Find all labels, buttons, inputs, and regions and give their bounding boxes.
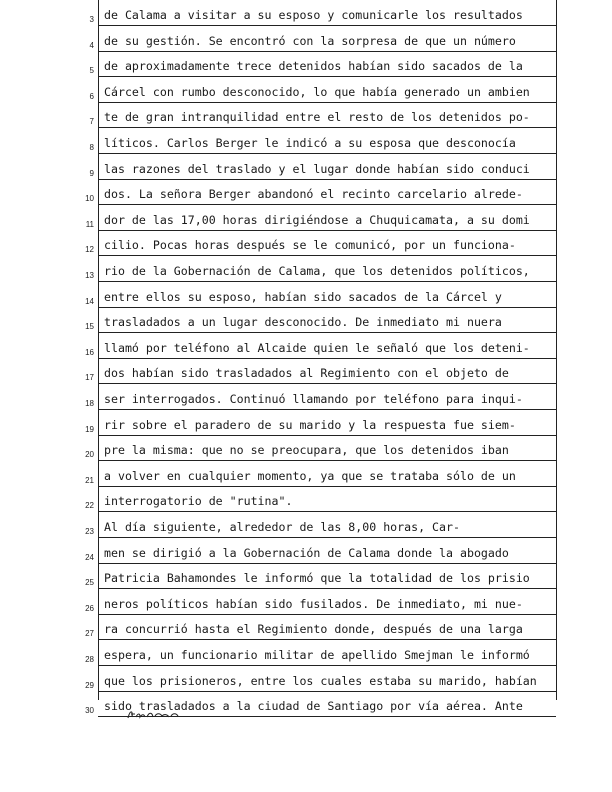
line-number: 14 — [85, 296, 94, 306]
line-number: 20 — [85, 450, 94, 460]
line-number: 27 — [85, 629, 94, 639]
line-number: 30 — [85, 706, 94, 716]
line-number: 25 — [85, 578, 94, 588]
line-text: sido trasladados a la ciudad de Santiago por vía aérea. Ante — [104, 700, 523, 714]
line-number: 24 — [85, 552, 94, 562]
line-text: de Calama a visitar a su esposo y comunicarle los resultados — [104, 9, 523, 22]
line-text: espera, un funcionario militar de apellido Smejman le informó — [104, 649, 530, 662]
line-number: 3 — [89, 15, 94, 24]
line-text: dor de las 17,00 horas dirigiéndose a Chuquicamata, a su domi — [104, 213, 530, 227]
line-number: 16 — [85, 347, 94, 357]
text-line — [98, 589, 556, 615]
text-line — [98, 563, 556, 589]
text-line — [98, 384, 556, 410]
text-line — [98, 26, 556, 52]
text-line — [98, 307, 556, 333]
line-text: cilio. Pocas horas después se le comunicó, por un funciona- — [104, 239, 516, 253]
line-text: líticos. Carlos Berger le indicó a su esposa que desconocía — [104, 137, 516, 150]
line-number: 13 — [85, 271, 94, 280]
line-number: 7 — [89, 117, 94, 127]
text-line — [98, 666, 556, 692]
text-line — [98, 358, 556, 384]
text-line — [98, 512, 556, 538]
line-number: 19 — [85, 424, 94, 434]
line-text: ra concurrió hasta el Regimiento donde, después de una larga — [104, 623, 523, 637]
right-margin-rule — [556, 0, 557, 700]
line-text: de su gestión. Se encontró con la sorpresa de que un número — [104, 34, 516, 48]
line-number: 5 — [89, 66, 94, 76]
line-text: trasladados a un lugar desconocido. De inmediato mi nuera — [104, 316, 502, 330]
text-line — [98, 614, 556, 640]
text-line — [98, 282, 556, 308]
line-text: ser interrogados. Continuó llamando por teléfono para inqui- — [104, 393, 523, 406]
line-text: pre la misma: que no se preocupara, que los detenidos iban — [104, 444, 509, 458]
line-text: dos habían sido trasladados al Regimiento con el objeto de — [104, 367, 509, 381]
text-line — [98, 205, 556, 231]
line-number: 4 — [89, 40, 94, 50]
text-line — [98, 77, 556, 103]
line-text: de aproximadamente trece detenidos habían sido sacados de la — [104, 60, 523, 74]
line-number: 18 — [85, 399, 94, 408]
text-line — [98, 128, 556, 154]
line-text: interrogatorio de "rutina". — [104, 495, 293, 509]
line-text: entre ellos su esposo, habían sido sacados de la Cárcel y — [104, 290, 502, 304]
line-text: que los prisioneros, entre los cuales estaba su marido, habían — [104, 674, 537, 688]
line-text: Cárcel con rumbo desconocido, lo que había generado un ambien — [104, 85, 530, 99]
line-number: 8 — [89, 143, 94, 152]
line-text: Patricia Bahamondes le informó que la totalidad de los prisio — [104, 572, 530, 586]
line-number: 28 — [85, 655, 94, 664]
text-line — [98, 51, 556, 77]
line-text: las razones del traslado y el lugar donde habían sido conduci — [104, 162, 530, 176]
line-number: 11 — [85, 219, 94, 229]
line-text: Al día siguiente, alrededor de las 8,00 horas, Car- — [104, 521, 460, 534]
line-text: dos. La señora Berger abandonó el recinto carcelario alrede- — [104, 188, 523, 202]
line-text: neros políticos habían sido fusilados. De inmediato, mi nue- — [104, 597, 523, 611]
text-line — [98, 179, 556, 205]
line-number: 6 — [89, 91, 94, 101]
line-number: 9 — [89, 168, 94, 178]
text-line — [98, 0, 556, 26]
text-line — [98, 461, 556, 487]
line-text: a volver en cualquier momento, ya que se trataba sólo de un — [104, 469, 516, 483]
line-text: rio de la Gobernación de Calama, que los detenidos políticos, — [104, 265, 530, 278]
text-line — [98, 410, 556, 436]
line-number: 12 — [85, 245, 94, 255]
line-number: 22 — [85, 501, 94, 511]
line-number: 17 — [85, 373, 94, 383]
line-text: rir sobre el paradero de su marido y la respuesta fue siem- — [104, 418, 516, 432]
text-line — [98, 154, 556, 180]
text-line — [98, 256, 556, 282]
line-text: te de gran intranquilidad entre el resto de los detenidos po- — [104, 111, 530, 125]
line-number: 21 — [85, 475, 94, 485]
line-number: 15 — [85, 322, 94, 332]
initials-signature — [126, 708, 186, 722]
text-line — [98, 102, 556, 128]
line-text: llamó por teléfono al Alcaide quien le señaló que los deteni- — [104, 341, 530, 355]
text-line — [98, 486, 556, 512]
text-line — [98, 538, 556, 564]
text-line — [98, 640, 556, 666]
line-number: 26 — [85, 603, 94, 613]
text-line — [98, 333, 556, 359]
line-number: 10 — [85, 194, 94, 204]
line-number: 29 — [85, 680, 94, 690]
line-number: 23 — [85, 527, 94, 536]
line-text: men se dirigió a la Gobernación de Calama donde la abogado — [104, 546, 509, 560]
text-line — [98, 230, 556, 256]
text-line — [98, 435, 556, 461]
